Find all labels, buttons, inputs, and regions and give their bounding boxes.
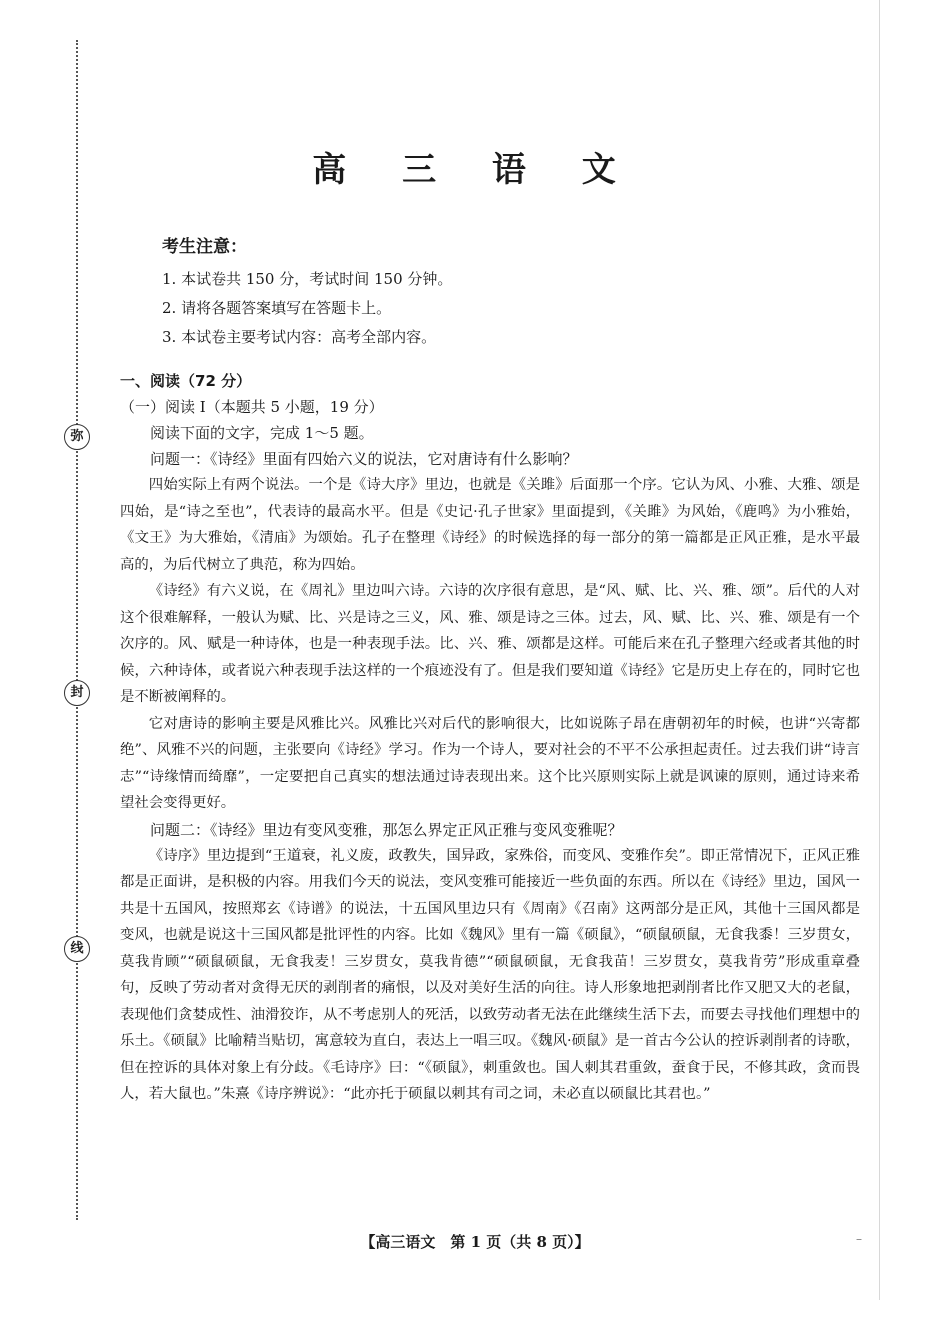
notice-item: 1. 本试卷共 150 分，考试时间 150 分钟。: [162, 270, 453, 288]
footer-dash: –: [856, 1232, 862, 1246]
binding-mark-xian: 线: [64, 936, 90, 962]
paragraph: 《诗序》里边提到“王道衰，礼义废，政教失，国异政，家殊俗，而变风、变雅作矣”。即正常情况下，正风正雅都是正面讲，是积极的内容。用我们今天的说法，变风变雅可能接近一些负面的东西。所以在《诗经》里边，国风一共是十五国风，按照郑玄《诗谱》的说法，十五国风里边只有《周南》《召南》这两部分是正风，其他十三国风都是变风，也就是说这十三国风都是批评性的内容。比如《魏风》里有一篇《硕鼠》，“硕鼠硕鼠，无食我黍！三岁贯女，莫我肯顾”“硕鼠硕鼠，无食我麦！三岁贯女，莫我肯德”“硕鼠硕鼠，无食我苗！三岁贯女，莫我肯劳”形成重章叠句，反映了劳动者对贪得无厌的剥削者的痛恨，以及对美好生活的向往。诗人形象地把剥削者比作又肥又大的老鼠，表现他们贪婪成性、油滑狡诈，从不考虑别人的死活，以致劳动者无法在此继续生活下去，而要去寻找他们理想中的乐土。《硕鼠》比喻精当贴切，寓意较为直白，表达上一唱三叹。《魏风·硕鼠》是一首古今公认的控诉剥削者的诗歌，但在控诉的具体对象上有分歧。《毛诗序》曰：“《硕鼠》，刺重敛也。国人刺其君重敛，蚕食于民，不修其政，贪而畏人，若大鼠也。”朱熹《诗序辨说》：“此亦托于硕鼠以刺其有司之词，未必直以硕鼠比其君也。”: [120, 847, 860, 1102]
binding-mark-feng: 封: [64, 680, 90, 706]
page-footer: 【高三语文 第 1 页（共 8 页）】: [360, 1233, 590, 1251]
notice-heading: 考生注意：: [162, 237, 247, 257]
paragraph: 它对唐诗的影响主要是风雅比兴。风雅比兴对后代的影响很大，比如说陈子昂在唐朝初年的时候，也讲“兴寄都绝”、风雅不兴的问题，主张要向《诗经》学习。作为一个诗人，要对社会的不平不公承担起责任。过去我们讲“诗言志”“诗缘情而绮靡”，一定要把自己真实的想法通过诗表现出来。这个比兴原则实际上就是讽谏的原则，通过诗来希望社会变得更好。: [120, 715, 860, 811]
page-edge-line: [879, 0, 880, 1300]
section-subtitle: （一）阅读 Ⅰ（本题共 5 小题，19 分）: [120, 398, 384, 416]
reading-section: [120, 368, 860, 1108]
section-title: 一、阅读（72 分）: [120, 372, 252, 390]
binding-mark-mi: 弥: [64, 424, 90, 450]
question-two: 问题二：《诗经》里边有变风变雅，那怎么界定正风正雅与变风变雅呢？: [150, 820, 623, 839]
binding-dotted-line: [76, 40, 78, 1220]
paragraph: 四始实际上有两个说法。一个是《诗大序》里边，也就是《关雎》后面那一个序。它认为风、小雅、大雅、颂是四始，是“诗之至也”，代表诗的最高水平。但是《史记·孔子世家》里面提到，《关雎》为风始，《鹿鸣》为小雅始，《文王》为大雅始，《清庙》为颂始。孔子在整理《诗经》的时候选择的每一部分的第一篇都是正风正雅，是水平最高的，为后代树立了典范，称为四始。: [120, 477, 860, 573]
question-one: 问题一：《诗经》里面有四始六义的说法，它对唐诗有什么影响？: [150, 450, 578, 468]
notice-item: 3. 本试卷主要考试内容：高考全部内容。: [162, 328, 437, 346]
candidate-notice: [162, 232, 452, 352]
section-instruction: 阅读下面的文字，完成 1～5 题。: [150, 424, 374, 442]
paragraph: 《诗经》有六义说，在《周礼》里边叫六诗。六诗的次序很有意思，是“风、赋、比、兴、雅、颂”。后代的人对这个很难解释，一般认为赋、比、兴是诗之三义，风、雅、颂是诗之三体。过去，风、赋、比、兴、雅、颂是有一个次序的。风、赋是一种诗体，也是一种表现手法。比、兴、雅、颂都是这样。可能后来在孔子整理六经或者其他的时候，六种诗体，或者说六种表现手法这样的一个痕迹没有了。但是我们要知道《诗经》它是历史上存在的，同时它也是不断被阐释的。: [120, 583, 860, 705]
notice-item: 2. 请将各题答案填写在答题卡上。: [162, 299, 392, 317]
page-title: 高 三 语 文: [312, 150, 638, 190]
